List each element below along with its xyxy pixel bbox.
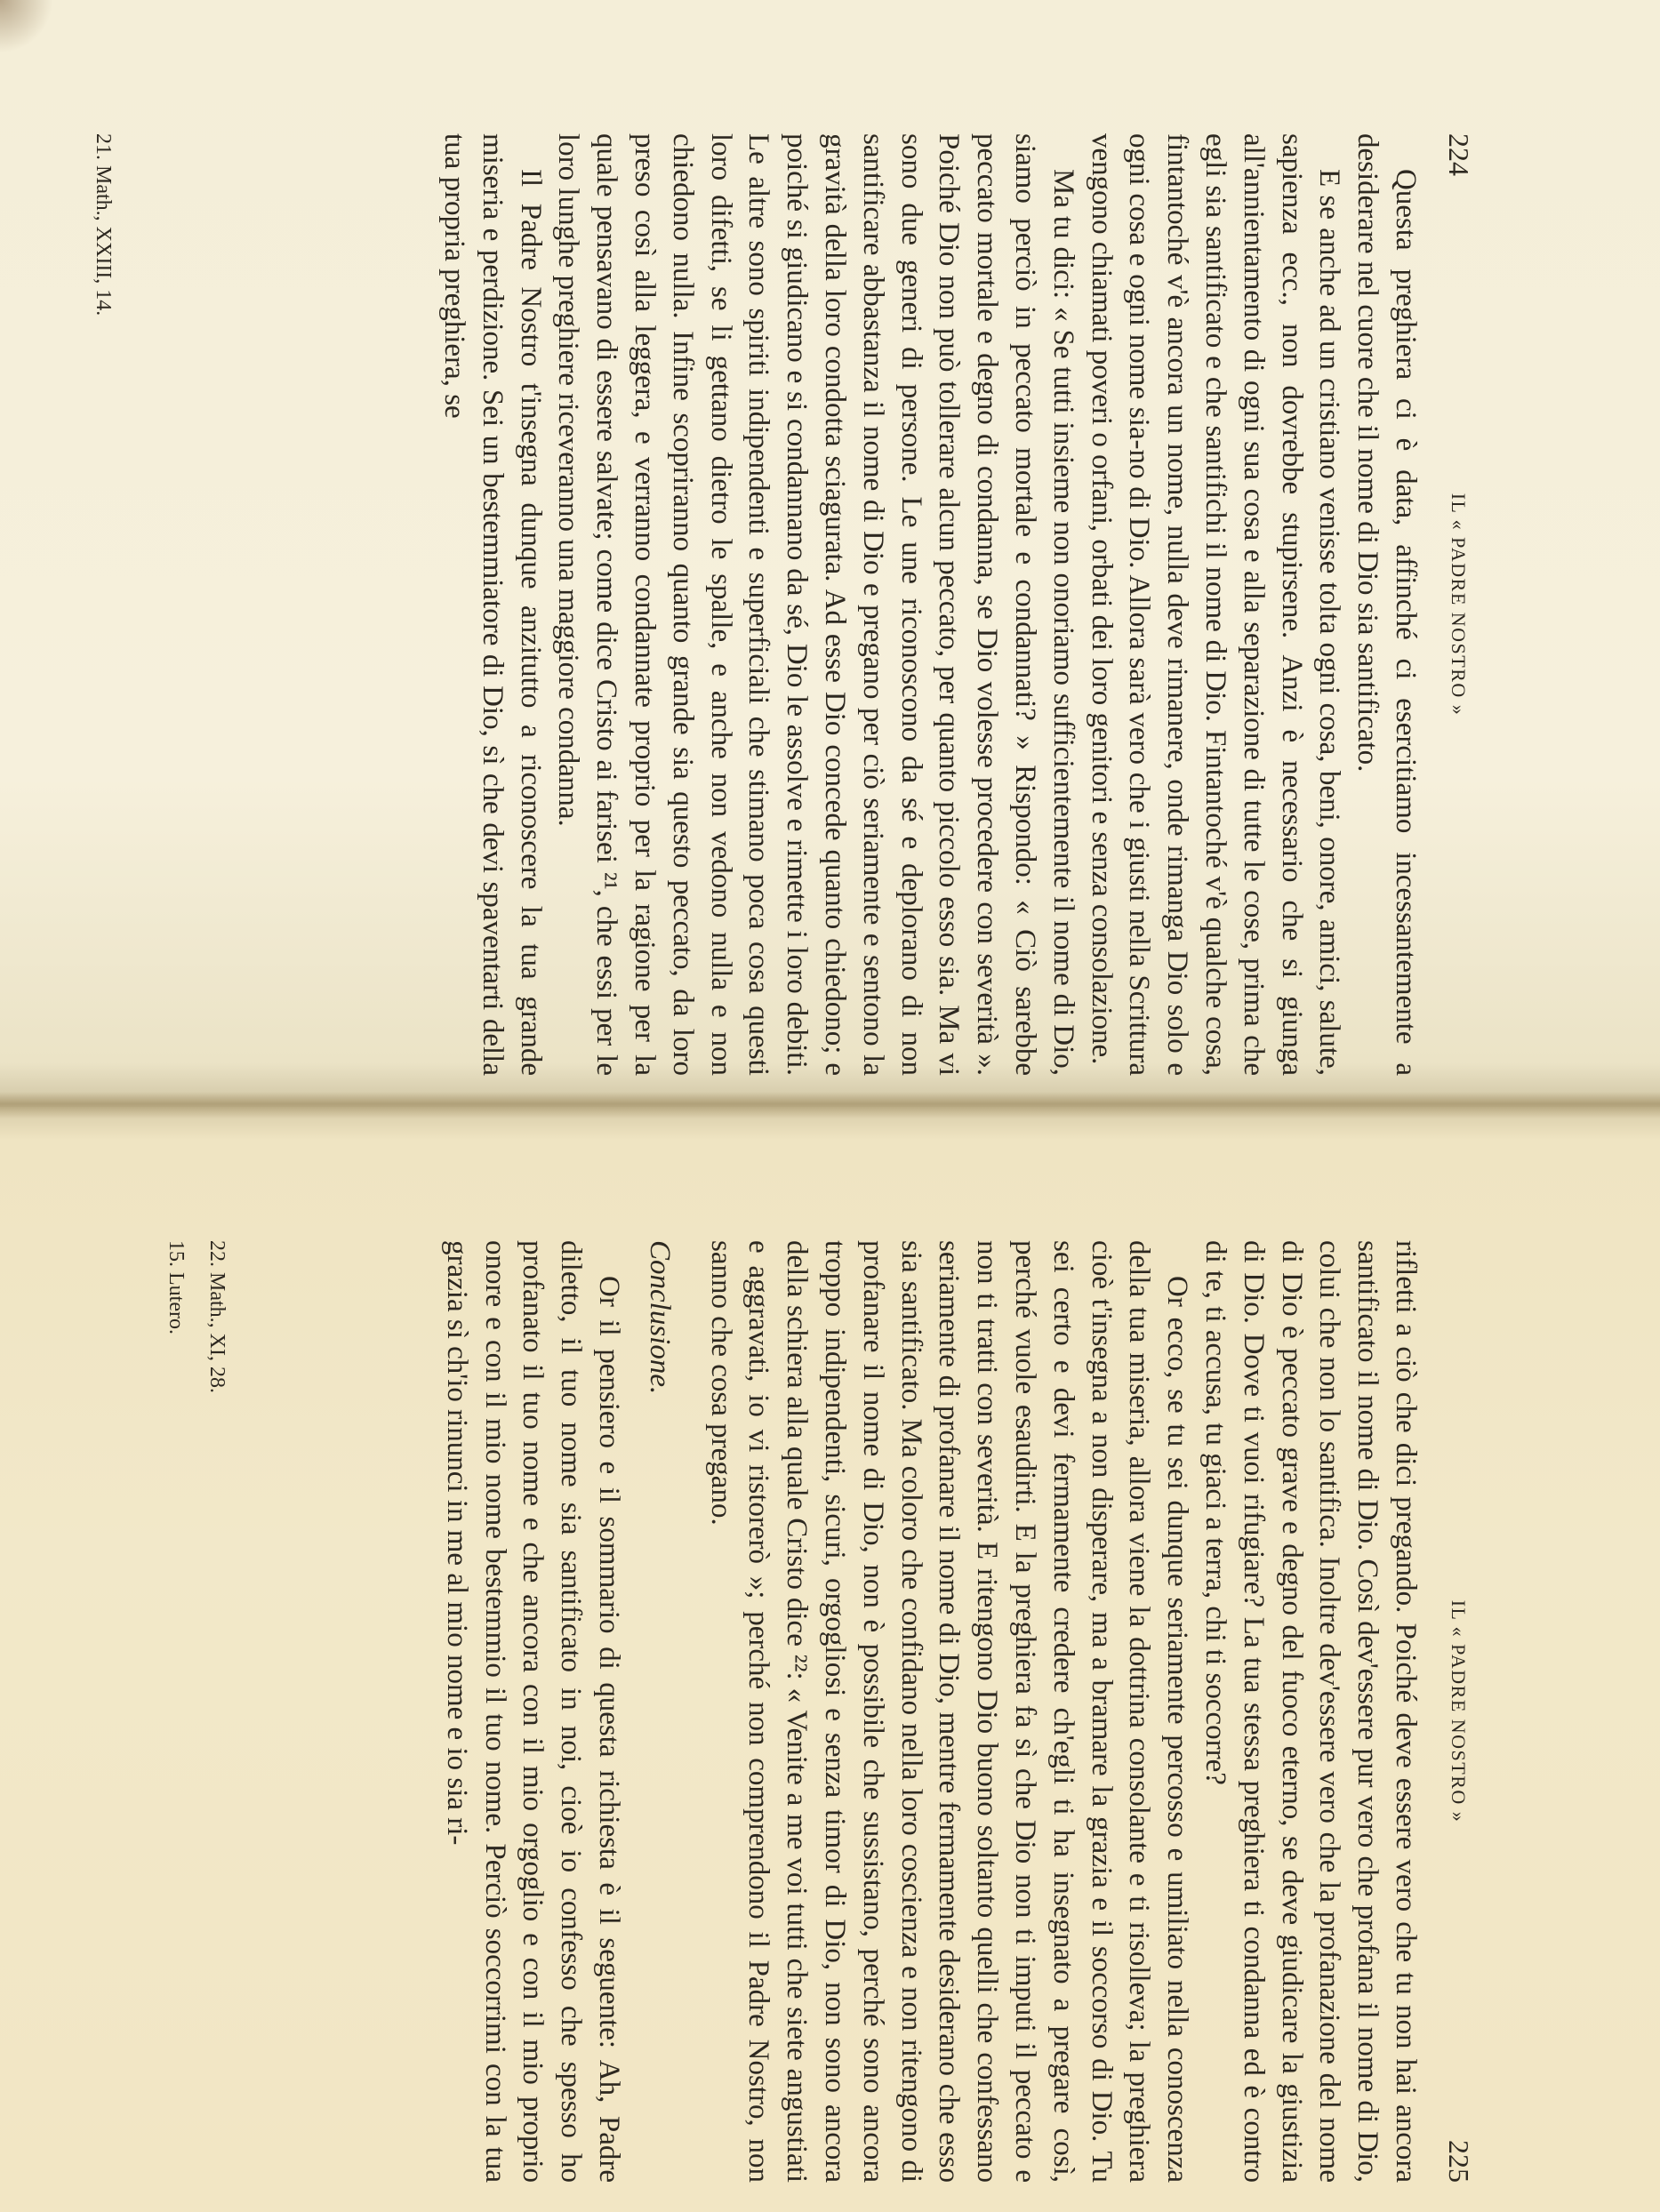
paragraph: Or ecco, se tu sei dunque seriamente percosso e umiliato nella conoscenza della tua miseria, allora viene la dottrina consolante e ti risolleva; la preghiera cioè t'insegna a non disperare, ma a bramare la grazia e il soccorso di Dio. Tu sei certo e devi fermamente credere ch'egli ti ha insegnato a pregare così, perché vuole esaudirti. E la preghiera fa sì che Dio non ti imputi il peccato e non ti tratti con severità. E ritengono Dio buono soltanto quelli che confessano seriamente di profanare il nome di Dio, mentre fermamente desiderano che esso sia santificato. Ma coloro che confidano nella loro coscienza e non ritengono di profanare il nome di Dio, non è possibile che sussistano, perché sono ancora troppo indipendenti, sicuri, orgogliosi e senza timor di Dio, non sono ancora della schiera alla quale Cristo dice ²²: « Venite a me voi tutti che siete angustiati e aggravati, io vi ristorerò »; perché non comprendono il Padre Nostro, non sanno che cosa pregano. bbox=[704, 1240, 1194, 2183]
paragraph: Questa preghiera ci è data, affinché ci esercitiamo incessantemente a desiderare nel cuore che il nome di Dio sia santificato. bbox=[1351, 133, 1422, 1076]
footnote: 15. Lutero. bbox=[164, 1240, 188, 1334]
running-head bbox=[1439, 1240, 1475, 2183]
paragraph: Il Padre Nostro t'insegna dunque anzitutto a riconoscere la tua grande miseria e perdizione. Sei un bestemmiatore di Dio, sì che devi spaventarti della tua propria preghiera, se bbox=[438, 133, 547, 1076]
running-head bbox=[1439, 133, 1475, 1076]
paragraph: E se anche ad un cristiano venisse tolta ogni cosa, beni, onore, amici, salute, sapienza ecc., non dovrebbe stupirsene. Anzi è necessario che si giunga all'annientamento di ogni sua cosa e alla separazione di tutte le cose, prima che egli sia santificato e che santifichi il nome di Dio. Fintantoché v'è qualche cosa, fintantoché v'è ancora un nome, nulla deve rimanere, onde rimanga Dio solo e ogni cosa e ogni nome sia-no di Dio. Allora sarà vero che i giusti nella Scrittura vengono chiamati poveri o orfani, orbati dei loro genitori e senza consolazione. bbox=[1085, 133, 1346, 1076]
page-corner-shadow bbox=[0, 0, 53, 53]
page-number: 225 bbox=[1443, 2140, 1475, 2183]
footnotes bbox=[156, 1240, 237, 2183]
footnotes bbox=[83, 133, 124, 1076]
body-text bbox=[435, 133, 1424, 1076]
running-title: IL « PADRE NOSTRO » bbox=[1447, 1599, 1470, 1823]
paragraph: rifletti a ciò che dici pregando. Poiché deve essere vero che tu non hai ancora santificato il nome di Dio. Così dev'essere pur vero che profana il nome di Dio, colui che non lo santifica. Inoltre dev'essere vero che la profanazione del nome di Dio è peccato grave e degno del fuoco eterno, se deve giudicare la giustizia di Dio. Dove ti vuoi rifugiare? La tua stessa preghiera ti condanna ed è contro di te, ti accusa, tu giaci a terra, chi ti soccorre? bbox=[1199, 1240, 1422, 2183]
page-225-content bbox=[0, 1107, 1660, 2212]
book-gutter bbox=[0, 1092, 1660, 1118]
section-heading: Conclusione. bbox=[643, 1240, 676, 1395]
paragraph: Ma tu dici: « Se tutti insieme non onoriamo sufficientemente il nome di Dio, siamo perciò in peccato mortale e condannati? » Rispondo: « Ciò sarebbe peccato mortale e degno di condanna, se Dio volesse procedere con severità ». Poiché Dio non può tollerare alcun peccato, per quanto piccolo esso sia. Ma vi sono due generi di persone. Le une riconoscono da sé e deplorano di non santificare abbastanza il nome di Dio e pregano per ciò seriamente e sentono la gravità della loro condotta sciagurata. Ad esse Dio concede quanto chiedono; e poiché si giudicano e si condannano da sé, Dio le assolve e rimette i loro debiti. Le altre sono spiriti indipendenti e superficiali che stimano poca cosa questi loro difetti, se li gettano dietro le spalle, e anche non vedono nulla e non chiedono nulla. Infine scopriranno quanto grande sia questo peccato, da loro preso così alla leggera, e verranno condannate proprio per la ragione per la quale pensavano di essere salvate; come dice Cristo ai farisei ²¹, che essi per le loro lunghe preghiere riceveranno una maggiore condanna. bbox=[552, 133, 1079, 1076]
footnote: 22. Math., XI, 28. bbox=[205, 1240, 229, 1393]
paragraph: Or il pensiero e il sommario di questa richiesta è il seguente: Ah, Padre diletto, il tuo nome sia santificato in noi, cioè io confesso che spesso ho profanato il tuo nome e che ancora con il mio orgoglio e con il mio proprio onore e con il mio nome bestemmio il tuo nome. Perciò soccorrimi con la tua grazia sì ch'io rinunci in me al mio nome e io sia ri- bbox=[440, 1240, 626, 2183]
footnote: 21. Math., XXIII, 14. bbox=[92, 133, 115, 317]
running-title: IL « PADRE NOSTRO » bbox=[1447, 493, 1470, 717]
page-225 bbox=[0, 1107, 1660, 2212]
body-text bbox=[437, 1240, 1424, 2183]
page-number: 224 bbox=[1443, 133, 1475, 176]
